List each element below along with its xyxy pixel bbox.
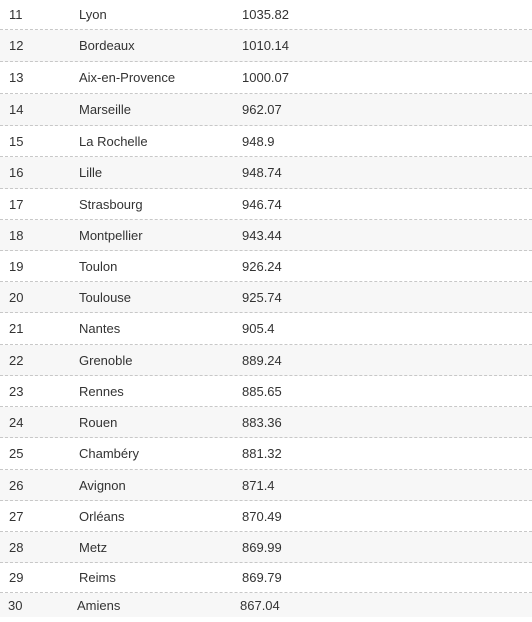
city-cell: Lyon [79, 7, 107, 22]
city-cell: Montpellier [79, 227, 143, 243]
table-row [0, 220, 532, 251]
city-cell: Rouen [79, 414, 118, 430]
value-cell: 962.07 [242, 102, 282, 117]
city-cell: La Rochelle [79, 133, 148, 149]
value-cell: 926.24 [242, 258, 282, 274]
rank-cell: 25 [9, 446, 24, 461]
rank-cell: 22 [9, 352, 24, 368]
value-cell: 885.65 [242, 383, 282, 399]
table-row [0, 94, 532, 126]
table-row [0, 62, 532, 94]
value-cell: 1010.14 [242, 38, 289, 53]
rank-cell: 16 [9, 165, 24, 180]
table-row [0, 126, 532, 157]
value-cell: 946.74 [242, 196, 282, 212]
table-row [0, 282, 532, 313]
table-row [0, 407, 532, 438]
rank-cell: 12 [9, 38, 24, 53]
rank-cell: 23 [9, 383, 24, 399]
value-cell: 869.79 [242, 570, 282, 585]
table-row [0, 563, 532, 593]
rank-cell: 17 [9, 196, 24, 212]
city-cell: Bordeaux [79, 38, 135, 53]
value-cell: 1000.07 [242, 70, 289, 85]
city-cell: Toulon [79, 258, 118, 274]
value-cell: 943.44 [242, 227, 282, 243]
city-cell: Chambéry [79, 446, 139, 461]
city-cell: Grenoble [79, 352, 133, 368]
rank-cell: 29 [9, 570, 24, 585]
city-cell: Amiens [77, 597, 121, 613]
value-cell: 1035.82 [242, 7, 289, 22]
city-cell: Avignon [79, 477, 126, 493]
city-cell: Nantes [79, 321, 121, 336]
city-cell: Metz [79, 539, 108, 555]
city-cell: Strasbourg [79, 196, 143, 212]
table-row [0, 593, 532, 617]
value-cell: 889.24 [242, 352, 282, 368]
table-row [0, 345, 532, 376]
value-cell: 948.9 [242, 133, 275, 149]
table-row [0, 532, 532, 563]
rank-cell: 21 [9, 321, 24, 336]
city-cell: Orléans [79, 508, 125, 524]
table-row [0, 157, 532, 189]
rank-cell: 20 [9, 289, 24, 305]
rank-cell: 28 [9, 539, 24, 555]
rank-cell: 15 [9, 133, 24, 149]
value-cell: 883.36 [242, 414, 282, 430]
table-row [0, 30, 532, 62]
value-cell: 870.49 [242, 508, 282, 524]
rank-cell: 11 [9, 7, 23, 22]
table-row [0, 189, 532, 220]
table-row [0, 470, 532, 501]
value-cell: 869.99 [242, 539, 282, 555]
city-cell: Toulouse [79, 289, 132, 305]
table-row [0, 251, 532, 282]
rank-cell: 13 [9, 70, 24, 85]
city-cell: Lille [79, 165, 103, 180]
rank-cell: 24 [9, 414, 24, 430]
value-cell: 925.74 [242, 289, 282, 305]
rank-cell: 26 [9, 477, 24, 493]
value-cell: 881.32 [242, 446, 282, 461]
city-cell: Rennes [79, 383, 124, 399]
rank-cell: 30 [8, 597, 23, 613]
rank-cell: 14 [9, 102, 24, 117]
value-cell: 948.74 [242, 165, 282, 180]
value-cell: 871.4 [242, 477, 275, 493]
table-row [0, 0, 532, 30]
city-cell: Aix-en-Provence [79, 70, 176, 85]
value-cell: 867.04 [240, 597, 280, 613]
value-cell: 905.4 [242, 321, 275, 336]
table-row [0, 313, 532, 345]
rank-cell: 19 [9, 258, 24, 274]
city-cell: Reims [79, 570, 116, 585]
rank-cell: 18 [9, 227, 24, 243]
table-row [0, 501, 532, 532]
table-row [0, 438, 532, 470]
rank-cell: 27 [9, 508, 24, 524]
table-row [0, 376, 532, 407]
city-cell: Marseille [79, 102, 132, 117]
